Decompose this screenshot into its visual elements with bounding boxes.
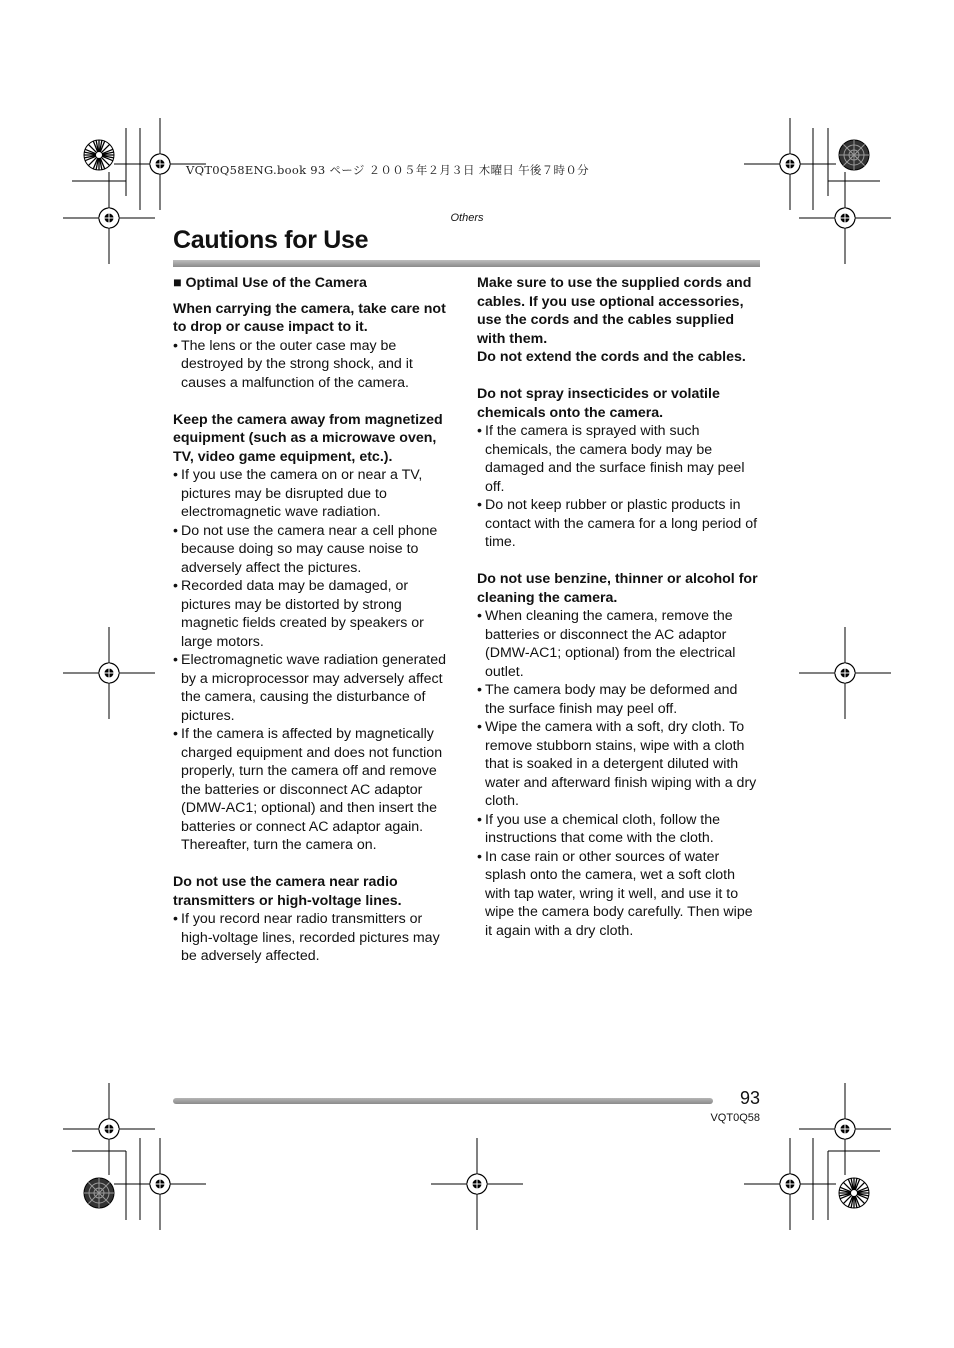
list-item: • If the camera is affected by magnetically charged equipment and does not function properly, turn the camera off and remove the batteries or disconnect AC adaptor (DMW-AC1; optional) and then insert the batteries or connect AC adaptor again. Thereafter, turn the camera on. xyxy=(173,725,457,855)
page-number: 93 xyxy=(739,1088,760,1108)
caution-heading-cleaning: Do not use benzine, thinner or alcohol for cleaning the camera. xyxy=(477,571,758,606)
footer-rule xyxy=(173,1098,713,1104)
left-column xyxy=(173,274,457,966)
list-item: • Do not use the camera near a cell phone because doing so may cause noise to adversely affect the pictures. xyxy=(173,522,457,578)
caution-heading-impact: When carrying the camera, take care not to drop or cause impact to it. xyxy=(173,300,446,335)
list-item: • The lens or the outer case may be destroyed by the strong shock, and it causes a malfunction of the camera. xyxy=(173,337,457,393)
caution-heading-magnetic: Keep the camera away from magnetized equipment (such as a microwave oven, TV, video game equipment, etc.). xyxy=(173,411,443,465)
page-title: Cautions for Use xyxy=(173,226,369,254)
caution-heading-extend: Do not extend the cords and the cables. xyxy=(477,349,746,365)
list-item: • Do not keep rubber or plastic products in contact with the camera for a long period of time. xyxy=(477,496,761,552)
list-item: • If you record near radio transmitters or high-voltage lines, recorded pictures may be adversely affected. xyxy=(173,910,457,966)
list-item: • If you use the camera on or near a TV, pictures may be disrupted due to electromagnetic wave radiation. xyxy=(173,466,457,522)
caution-heading-cords: Make sure to use the supplied cords and cables. If you use optional accessories, use the cords and the cables supplied with them. xyxy=(477,275,752,347)
list-item: • Electromagnetic wave radiation generated by a microprocessor may adversely affect the camera, causing the disturbance of pictures. xyxy=(173,651,457,725)
document-code: VQT0Q58 xyxy=(710,1112,760,1124)
list-item: • In case rain or other sources of water splash onto the camera, wet a soft cloth with tap water, wring it well, and use it to wipe the camera body carefully. Then wipe it again with a dry cloth. xyxy=(477,848,761,941)
list-item: • Recorded data may be damaged, or pictures may be distorted by strong magnetic fields created by speakers or large motors. xyxy=(173,577,457,651)
caution-heading-radio: Do not use the camera near radio transmitters or high-voltage lines. xyxy=(173,874,402,909)
caution-heading-spray: Do not spray insecticides or volatile chemicals onto the camera. xyxy=(477,386,720,421)
list-item: • If the camera is sprayed with such chemicals, the camera body may be damaged and the surface finish may peel off. xyxy=(477,422,761,496)
right-column xyxy=(477,274,761,940)
list-item: • Wipe the camera with a soft, dry cloth. To remove stubborn stains, wipe with a cloth that is soaked in a detergent diluted with water and afterward finish wiping with a dry cloth. xyxy=(477,718,761,811)
section-label: Others xyxy=(450,212,484,224)
list-item: • If you use a chemical cloth, follow the instructions that come with the cloth. xyxy=(477,811,761,848)
list-item: • The camera body may be deformed and the surface finish may peel off. xyxy=(477,681,761,718)
list-item: • When cleaning the camera, remove the batteries or disconnect the AC adaptor (DMW-AC1; optional) from the electrical outlet. xyxy=(477,607,761,681)
title-rule xyxy=(173,260,760,267)
section-heading: ■ Optimal Use of the Camera xyxy=(173,275,367,291)
print-header: VQT0Q58ENG.book 93 ページ ２００５年２月３日 木曜日 午後７時０分 xyxy=(186,163,589,177)
